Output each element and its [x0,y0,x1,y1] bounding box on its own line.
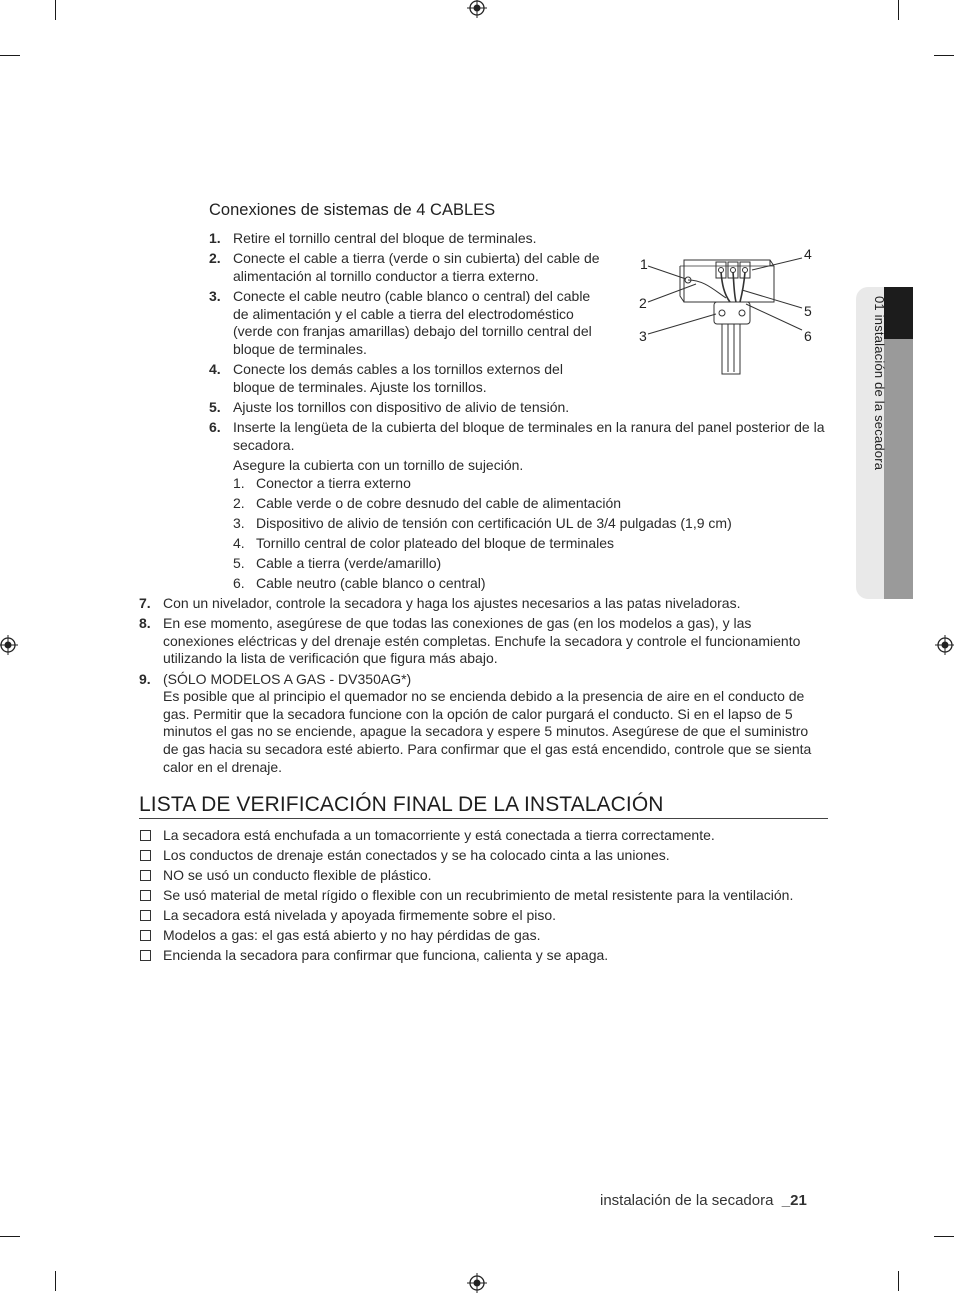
registration-mark-icon [935,635,954,655]
checklist-text: La secadora está nivelada y apoyada firmemente sobre el piso. [163,906,557,923]
step-text: Conecte los demás cables a los tornillos externos del bloque de terminales. Ajuste los tornillos. [233,360,563,395]
list-item [139,615,829,668]
checklist-item [139,847,829,865]
checkbox-icon[interactable] [140,930,151,941]
step-text: Inserte la lengüeta de la cubierta del bloque de terminales en la ranura del panel posterior de la secadora. [233,418,825,453]
diagram-label: 3 [639,328,647,344]
step-text: Con un nivelador, controle la secadora y haga los ajustes necesarios a las patas niveladoras. [163,595,741,611]
checkbox-icon[interactable] [140,910,151,921]
part-text: Cable a tierra (verde/amarillo) [256,555,442,572]
checklist-heading: LISTA DE VERIFICACIÓN FINAL DE LA INSTALACIÓN [139,793,828,819]
checklist-item [139,827,829,845]
step-number: 8. [139,615,151,632]
list-item [233,555,732,573]
diagram-label: 1 [640,256,648,272]
step-number: 3. [209,287,221,304]
step-text: Retire el tornillo central del bloque de terminales. [233,230,537,246]
crop-mark [898,0,899,20]
list-item [139,671,829,777]
part-text: Tornillo central de color plateado del bloque de terminales [256,535,614,552]
step-number: 1. [209,230,221,246]
page-footer [600,1192,807,1209]
diagram-label: 6 [804,328,812,344]
part-number: 6. [233,575,245,592]
crop-mark [898,1271,899,1291]
list-item [209,419,829,474]
part-number: 4. [233,535,245,552]
crop-mark [934,1236,954,1237]
list-item [233,515,732,533]
registration-mark-icon [0,635,18,655]
list-item [233,575,732,593]
step-number: 7. [139,595,151,611]
step-text: Conecte el cable neutro (cable blanco o central) del cable de alimentación y el cable a tierra del electrodoméstico (verde con franjas amarillas) debajo del tornillo central del bloque de terminales. [233,287,592,357]
terminal-block-diagram [634,244,824,378]
step-text: (SÓLO MODELOS A GAS - DV350AG*) [163,670,412,687]
crop-mark [0,55,20,56]
checkbox-icon[interactable] [140,870,151,881]
step-note: Asegure la cubierta con un tornillo de sujeción. [233,456,524,473]
part-text: Cable neutro (cable blanco o central) [256,575,486,592]
crop-mark [55,0,56,20]
section-title: Conexiones de sistemas de 4 CABLES [209,201,496,219]
list-item [233,495,732,513]
part-number: 5. [233,555,245,572]
checklist-text: La secadora está enchufada a un tomacorriente y está conectada a tierra correctamente. [163,827,715,843]
step-text: En ese momento, asegúrese de que todas las conexiones de gas (en los modelos a gas), y las conexiones eléctricas y del drenaje estén completas. Enchufe la secadora y controle el funcionamiento utilizando la lista de verificación que figura más abajo. [163,615,801,667]
checkbox-icon[interactable] [140,830,151,841]
part-text: Cable verde o de cobre desnudo del cable de alimentación [256,495,622,512]
checkbox-icon[interactable] [140,850,151,861]
step-number: 5. [209,398,221,415]
side-tab-marker [884,287,913,339]
step-text: Conecte el cable a tierra (verde o sin cubierta) del cable de alimentación al tornillo conductor a tierra externo. [233,250,600,284]
list-item [209,399,829,417]
checklist [139,827,829,967]
step-number: 4. [209,360,221,377]
checkbox-icon[interactable] [140,950,151,961]
list-item [233,475,732,493]
part-text: Conector a tierra externo [256,475,411,491]
crop-mark [55,1271,56,1291]
crop-mark [0,1236,20,1237]
diagram-label: 4 [804,246,812,262]
registration-mark-icon [467,0,487,18]
step-number: 9. [139,670,151,687]
registration-mark-icon [467,1273,487,1293]
part-text: Dispositivo de alivio de tensión con certificación UL de 3/4 pulgadas (1,9 cm) [256,515,732,532]
checklist-item [139,947,829,965]
page-number: _21 [781,1192,807,1209]
step-text: Ajuste los tornillos con dispositivo de alivio de tensión. [233,398,570,415]
checklist-text: Los conductos de drenaje están conectados y se ha colocado cinta a las uniones. [163,846,670,863]
checkbox-icon[interactable] [140,890,151,901]
diagram-label: 2 [639,295,647,311]
part-number: 1. [233,475,245,491]
part-number: 2. [233,495,245,512]
checklist-text: Se usó material de metal rígido o flexible con un recubrimiento de metal resistente para la ventilación. [163,886,794,903]
side-tab-label: 01 instalación de la secadora [872,296,887,471]
part-number: 3. [233,515,245,532]
checklist-text: NO se usó un conducto flexible de plástico. [163,866,432,883]
checklist-item [139,907,829,925]
steps-list-continued [139,595,829,779]
list-item [233,535,732,553]
diagram-label: 5 [804,303,812,319]
list-item [139,595,829,613]
checklist-item [139,867,829,885]
step-note: Es posible que al principio el quemador no se encienda debido a la presencia de aire en el conducto de gas. Permitir que la secadora funcione con la opción de calor purgará el conducto. Si en el lapso de 5 minutos el gas no se enciende, apague la secadora y espere 5 minutos. Asegúrese de que el suministro de gas hacia su secadora esté abierto. Para confirmar que el gas está encendido, controle que se sienta calor en el drenaje. [163,688,812,775]
checklist-text: Modelos a gas: el gas está abierto y no hay pérdidas de gas. [163,926,541,943]
crop-mark [934,55,954,56]
parts-list [233,475,732,596]
step-number: 2. [209,250,221,267]
checklist-item [139,927,829,945]
checklist-item [139,887,829,905]
footer-text: instalación de la secadora [600,1192,774,1209]
checklist-text: Encienda la secadora para confirmar que funciona, calienta y se apaga. [163,946,609,963]
step-number: 6. [209,418,221,435]
